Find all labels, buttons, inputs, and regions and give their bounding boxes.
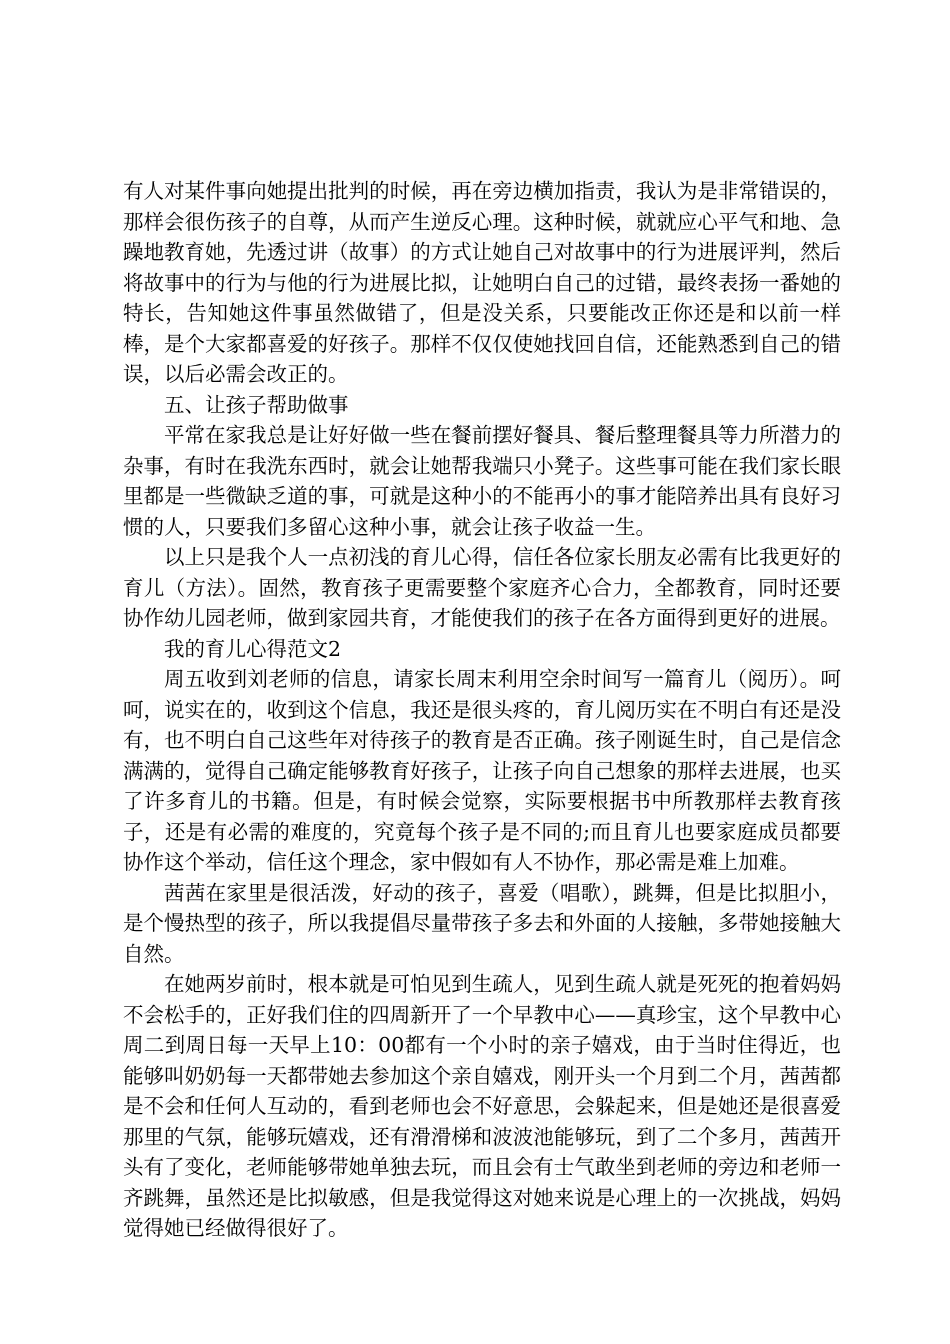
paragraph: 平常在家我总是让好好做一些在餐前摆好餐具、餐后整理餐具等力所潜力的杂事，有时在我洗东西时，就会让她帮我端只小凳子。这些事可能在我们家长眼里都是一些微缺乏道的事，可就是这种小的不能再小的事才能陪养出具有良好习惯的人，只要我们多留心这种小事，就会让孩子收益一生。 (123, 423, 841, 539)
section-heading-five: 五、让孩子帮助做事 (164, 392, 349, 417)
paragraph: 茜茜在家里是很活泼，好动的孩子，喜爱（唱歌），跳舞，但是比拟胆小，是个慢热型的孩子，所以我提倡尽量带孩子多去和外面的人接触，多带她接触大自然。 (123, 880, 841, 966)
paragraph: 周五收到刘老师的信息，请家长周末利用空余时间写一篇育儿（阅历）。呵呵，说实在的，收到这个信息，我还是很头疼的，育儿阅历实在不明白有还是没有，也不明白自己这些年对待孩子的教育是否正确。孩子刚诞生时，自己是信念满满的，觉得自己确定能够教育好孩子，让孩子向自己想象的那样去进展，也买了许多育儿的书籍。但是，有时候会觉察，实际要根据书中所教那样去教育孩子，还是有必需的难度的，究竟每个孩子是不同的;而且育儿也要家庭成员都要协作这个举动，信任这个理念，家中假如有人不协作，那必需是难上加难。 (123, 667, 841, 874)
paragraph-continued: 有人对某件事向她提出批判的时候，再在旁边横加指责，我认为是非常错误的，那样会很伤孩子的自尊，从而产生逆反心理。这种时候，就就应心平气和地、急躁地教育她，先透过讲（故事）的方式让她自己对故事中的行为进展评判，然后将故事中的行为与他的行为进展比拟，让她明白自己的过错，最终表扬一番她的特长，告知她这件事虽然做错了，但是没关系，只要能改正你还是和以前一样棒，是个大家都喜爱的好孩子。那样不仅仅使她找回自信，还能熟悉到自己的错误，以后必需会改正的。 (123, 179, 841, 386)
article-title-two: 我的育儿心得范文2 (164, 636, 342, 661)
paragraph: 在她两岁前时，根本就是可怕见到生疏人，见到生疏人就是死死的抱着妈妈不会松手的，正好我们住的四周新开了一个早教中心——真珍宝，这个早教中心周二到周日每一天早上10：00都有一个小时的亲子嬉戏，由于当时住得近，也能够叫奶奶每一天都带她去参加这个亲自嬉戏，刚开头一个月到二个月，茜茜都是不会和任何人互动的，看到老师也会不好意思，会躲起来，但是她还是很喜爱那里的气氛，能够玩嬉戏，还有滑滑梯和波波池能够玩，到了二个多月，茜茜开头有了变化，老师能够带她单独去玩，而且会有士气敢坐到老师的旁边和老师一齐跳舞，虽然还是比拟敏感，但是我觉得这对她来说是心理上的一次挑战，妈妈觉得她已经做得很好了。 (123, 972, 841, 1240)
document-body (123, 176, 841, 1244)
paragraph: 以上只是我个人一点初浅的育儿心得，信任各位家长朋友必需有比我更好的育儿（方法）。固然，教育孩子更需要整个家庭齐心合力，全都教育，同时还要协作幼儿园老师，做到家园共育，才能使我们的孩子在各方面得到更好的进展。 (123, 545, 841, 630)
